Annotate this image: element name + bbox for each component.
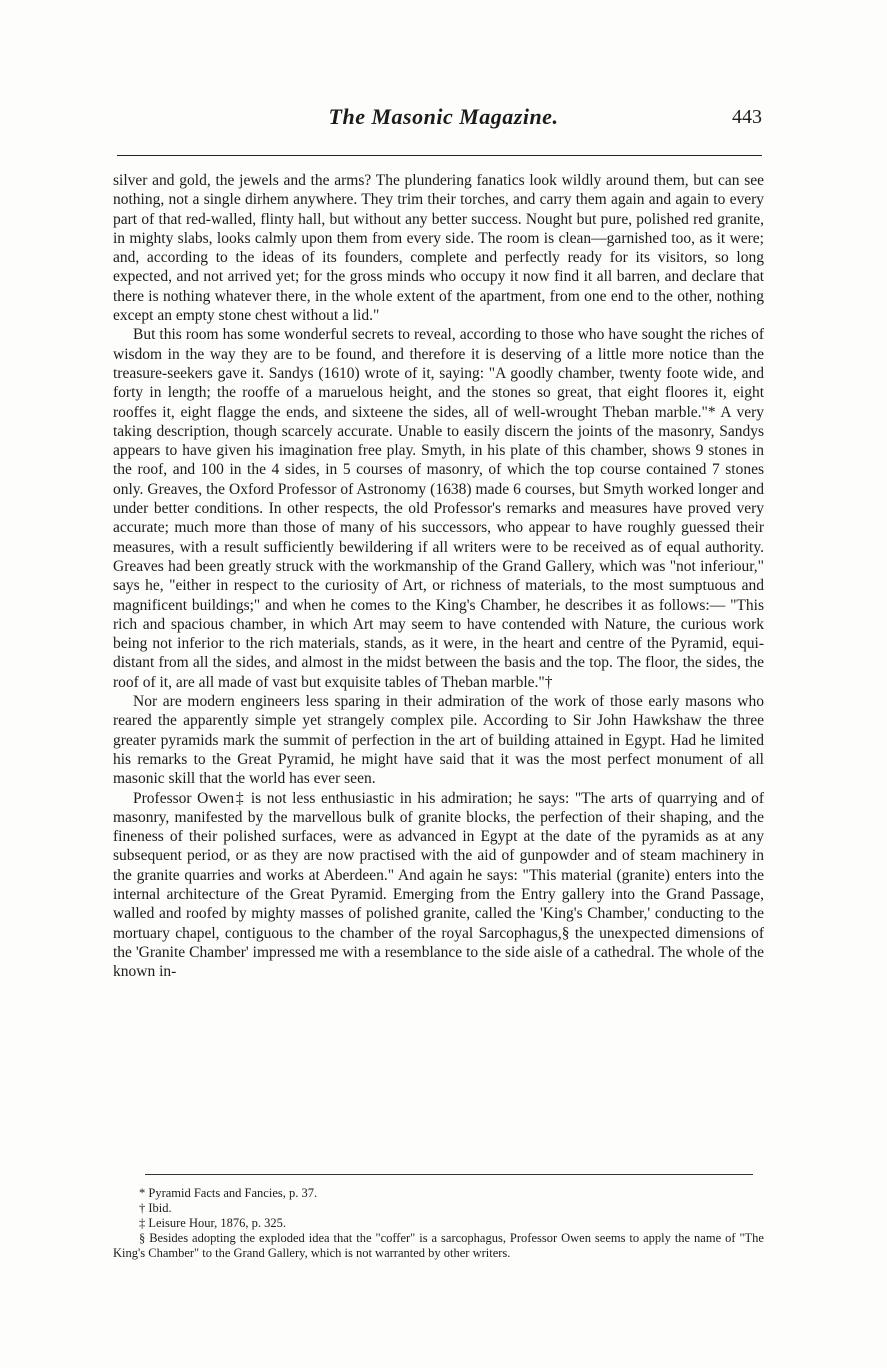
paragraph-1: silver and gold, the jewels and the arms? The plundering fanatics look wildly around them, but can see nothing, not a single dirhem anywhere. They trim their torches, and carry them again and again to every part of that red-walled, flinty hall, but without any better success. Nought but pure, polished red granite, in mighty slabs, looks calmly upon them from every side. The room is clean—garnished too, as it were; and, according to the ideas of its founders, complete and perfectly ready for its visitors, so long expected, and not arrived yet; for the gross minds who occupy it now find it all barren, and declare that there is nothing whatever there, in the whole extent of the apartment, from one end to the other, nothing except an empty stone chest without a lid." bbox=[113, 172, 764, 325]
footnote-3: ‡ Leisure Hour, 1876, p. 325. bbox=[139, 1216, 287, 1230]
footnote-1: * Pyramid Facts and Fancies, p. 37. bbox=[139, 1186, 318, 1200]
body-text bbox=[113, 171, 764, 981]
paragraph-2: But this room has some wonderful secrets to reveal, according to those who have sought the riches of wisdom in the way they are to be found, and therefore it is deserving of a little more notice than the treasure-seekers gave it. Sandys (1610) wrote of it, saying: "A goodly chamber, twenty foote wide, and forty in length; the rooffe of a maruelous height, and the stones so great, that eight floores it, eight rooffes it, eight flagge the ends, and sixteene the sides, all of well-wrought Theban marble."* A very taking description, though scarcely accurate. Unable to easily discern the joints of the masonry, Sandys appears to have given his imagination free play. Smyth, in his plate of this chamber, shows 9 stones in the roof, and 100 in the 4 sides, in 5 courses of masonry, of which the top course contained 7 stones only. Greaves, the Oxford Professor of Astronomy (1638) made 6 courses, but Smyth worked longer and under better conditions. In other respects, the old Professor's remarks and measures have proved very accurate; much more than those of many of his successors, who appear to have roughly guessed their measures, with a result sufficiently bewildering if all writers were to be received as of equal authority. Greaves had been greatly struck with the workmanship of the Grand Gallery, which was "not inferiour," says he, "either in respect to the curiosity of Art, or richness of materials, to the most sumptuous and magnificent buildings;" and when he comes to the King's Chamber, he describes it as follows:— "This rich and spacious chamber, in which Art may seem to have contended with Nature, the curious work being not inferior to the rich materials, stands, as it were, in the heart and centre of the Pyramid, equi-distant from all the sides, and almost in the midst between the basis and the top. The floor, the sides, the roof of it, are all made of vast but exquisite tables of Theban marble."† bbox=[113, 326, 764, 691]
running-title: The Masonic Magazine. bbox=[328, 104, 559, 129]
footnote-2: † Ibid. bbox=[139, 1201, 172, 1215]
paragraph-3: Nor are modern engineers less sparing in their admiration of the work of those early masons who reared the apparently simple yet strangely complex pile. According to Sir John Hawkshaw the three greater pyramids mark the summit of perfection in the art of building attained in Egypt. Had he limited his remarks to the Great Pyramid, he might have said that it was the most perfect monument of all masonic skill that the world has ever seen. bbox=[113, 693, 764, 788]
page-number: 443 bbox=[732, 106, 762, 128]
paragraph-4: Professor Owen‡ is not less enthusiastic in his admiration; he says: "The arts of quarrying and of masonry, manifested by the marvellous bulk of granite blocks, the perfection of their shaping, and the fineness of their polished surfaces, were as advanced in Egypt at the date of the pyramids as at any subsequent period, or as they are now practised with the aid of gunpowder and of steam machinery in the granite quarries and works at Aberdeen." And again he says: "This material (granite) enters into the internal architecture of the Great Pyramid. Emerging from the Entry gallery into the Grand Passage, walled and roofed by mighty masses of polished granite, called the 'King's Chamber,' conducting to the mortuary chapel, contiguous to the chamber of the royal Sarcophagus,§ the unexpected dimensions of the 'Granite Chamber' impressed me with a resemblance to the side aisle of a cathedral. The whole of the known in- bbox=[113, 789, 764, 981]
footnotes bbox=[113, 1186, 764, 1261]
footnote-rule bbox=[145, 1174, 753, 1175]
header-rule bbox=[117, 155, 762, 156]
footnote-4: § Besides adopting the exploded idea that the "coffer" is a sarcophagus, Professor Owen seems to apply the name of "The King's Chamber" to the Grand Gallery, which is not warranted by other writers. bbox=[113, 1231, 764, 1260]
